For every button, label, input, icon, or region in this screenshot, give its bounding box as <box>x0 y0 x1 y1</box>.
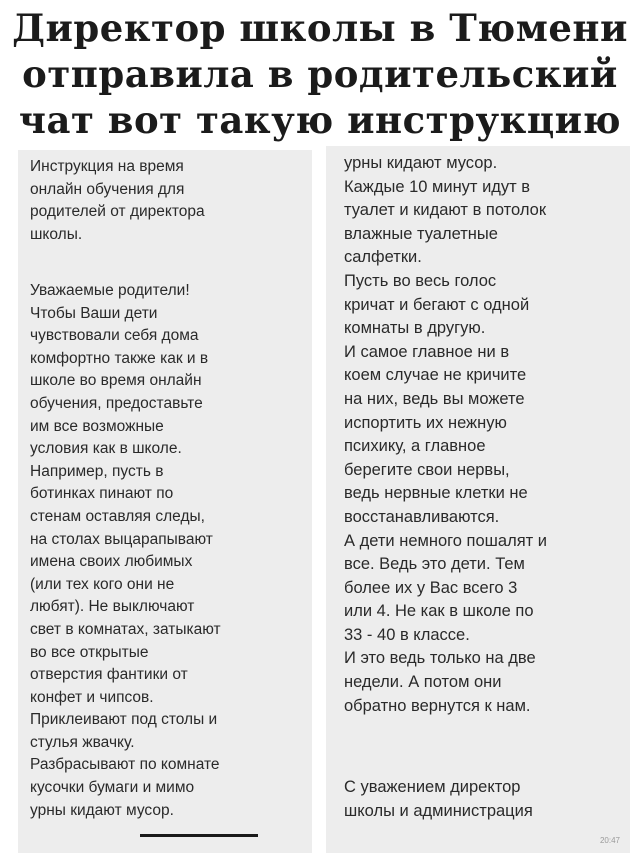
signature: С уважением директор школы и администрация <box>344 778 533 820</box>
instruction-body-part-1: Уважаемые родители! Чтобы Ваши дети чувствовали себя дома комфортно также как и в школе во время онлайн обучения, предоставьте им все возможные условия как в школе. Например, пусть в ботинках пинают по стенам оставляя следы, на столах выцарапывают имена своих любимых (или тех кого они не любят). Не выключают свет в комнатах, затыкают во все открытые отверстия фантики от конфет и чипсов. Приклеивают под столы и стулья жвачку. Разбрасывают по комнате кусочки бумаги и мимо урны кидают мусор. <box>30 282 221 819</box>
headline-line-1: Директор школы в Тюмени <box>12 6 628 50</box>
headline-line-3: чат вот такую инструкцию <box>18 98 622 142</box>
headline <box>0 0 640 148</box>
instruction-intro: Инструкция на время онлайн обучения для родителей от директора школы. <box>30 158 205 243</box>
underline-mark <box>140 834 258 837</box>
message-timestamp: 20:47 <box>599 836 620 845</box>
message-screenshot-left <box>18 150 312 853</box>
message-screenshot-right <box>326 146 630 853</box>
instruction-body-part-2: урны кидают мусор. Каждые 10 минут идут в туалет и кидают в потолок влажные туалетные салфетки. Пусть во весь голос кричат и бегают с одной комнаты в другую. И самое главное ни в коем случае не кричите на них, ведь вы можете испортить их нежную психику, а главное берегите свои нервы, ведь нервные клетки не восстанавливаются. А дети немного пошалят и все. Ведь это дети. Тем более их у Вас всего 3 или 4. Не как в школе по 33 - 40 в классе. И это ведь только на две недели. А потом они обратно вернутся к нам. <box>344 154 547 715</box>
headline-line-2: отправила в родительский <box>22 52 618 96</box>
